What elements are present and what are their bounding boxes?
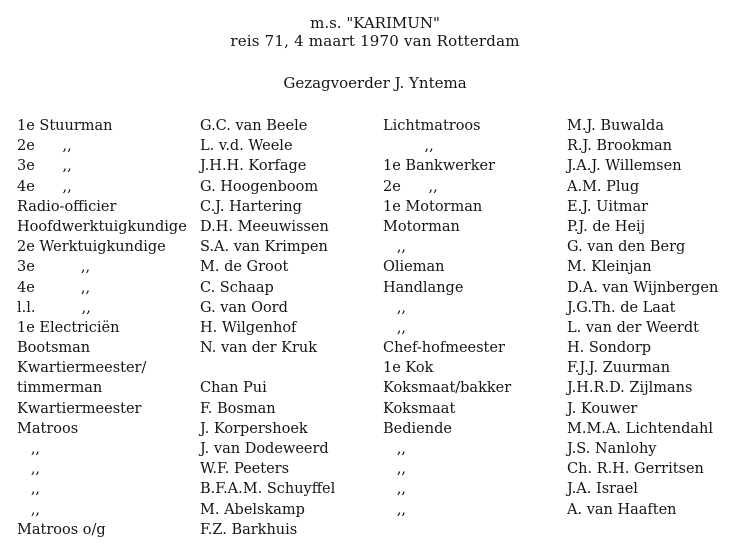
crew-row: [0, 500, 750, 520]
rank-right: ,,: [383, 299, 407, 316]
captain-line: Gezagvoerder J. Yntema: [283, 74, 467, 92]
name-right: E.J. Uitmar: [567, 198, 649, 215]
name-right: H. Sondorp: [567, 340, 652, 357]
name-left: C. Schaap: [200, 279, 274, 296]
rank-left: 4e ,,: [17, 279, 91, 296]
name-right: D.A. van Wijnbergen: [567, 279, 719, 296]
name-left: G. van Oord: [200, 299, 288, 316]
rank-left: 3e ,,: [17, 158, 72, 175]
name-right: A.M. Plug: [567, 178, 640, 195]
rank-left: ,,: [17, 501, 41, 518]
crew-row: [0, 459, 750, 479]
rank-right: Koksmaat/bakker: [383, 380, 512, 397]
name-left: J. Korpershoek: [200, 420, 308, 437]
name-right: J.A.J. Willemsen: [567, 158, 682, 175]
name-left: D.H. Meeuwissen: [200, 218, 329, 235]
rank-right: Lichtmatroos: [383, 118, 481, 134]
voyage-line: reis 71, 4 maart 1970 van Rotterdam: [230, 32, 520, 50]
rank-right: 1e Kok: [383, 360, 434, 377]
name-right: J.H.R.D. Zijlmans: [567, 380, 693, 397]
name-right: M. Kleinjan: [567, 259, 652, 276]
crew-row: [0, 479, 750, 499]
rank-right: Handlange: [383, 279, 464, 296]
rank-left: Kwartiermeester: [17, 400, 142, 417]
name-left: J. van Dodeweerd: [200, 441, 329, 457]
rank-left: ,,: [17, 461, 41, 478]
rank-right: Koksmaat: [383, 400, 456, 417]
rank-right: ,,: [383, 319, 407, 336]
rank-left: Kwartiermeester/: [17, 360, 147, 377]
crew-row: [0, 298, 750, 318]
crew-row: [0, 237, 750, 257]
crew-row: [0, 257, 750, 277]
rank-right: 1e Motorman: [383, 198, 483, 215]
name-right: P.J. de Heij: [567, 218, 646, 235]
rank-right: ,,: [383, 239, 407, 256]
rank-right: Olieman: [383, 259, 445, 276]
crew-row: [0, 177, 750, 197]
rank-left: 1e Stuurman: [17, 118, 113, 134]
rank-right: Chef-hofmeester: [383, 340, 505, 357]
name-left: J.H.H. Korfage: [200, 158, 307, 175]
name-left: C.J. Hartering: [200, 198, 302, 215]
rank-left: 3e ,,: [17, 259, 91, 276]
name-left: Chan Pui: [200, 380, 267, 397]
name-right: M.M.A. Lichtendahl: [567, 420, 713, 437]
rank-left: 2e ,,: [17, 138, 72, 155]
name-left: H. Wilgenhof: [200, 319, 297, 336]
rank-left: Radio-officier: [17, 198, 117, 215]
ship-name-heading: m.s. "KARIMUN": [310, 14, 440, 32]
rank-left: timmerman: [17, 380, 103, 397]
name-left: M. de Groot: [200, 259, 289, 276]
rank-right: 1e Bankwerker: [383, 158, 496, 175]
rank-left: 2e Werktuigkundige: [17, 239, 166, 256]
name-right: M.J. Buwalda: [567, 118, 664, 134]
rank-left: ,,: [17, 441, 41, 457]
name-left: N. van der Kruk: [200, 340, 318, 357]
crew-row: [0, 318, 750, 338]
crew-row: [0, 378, 750, 398]
rank-left: l.l. ,,: [17, 299, 91, 316]
crew-row: [0, 156, 750, 176]
name-left: S.A. van Krimpen: [200, 239, 328, 256]
rank-right: ,,: [383, 481, 407, 498]
rank-left: Matroos o/g: [17, 521, 106, 538]
name-left: B.F.A.M. Schuyffel: [200, 481, 336, 498]
name-right: J.A. Israel: [567, 481, 638, 498]
rank-right: Motorman: [383, 218, 460, 235]
crew-row: [0, 419, 750, 439]
name-right: J.S. Nanlohy: [567, 441, 657, 457]
crew-row: [0, 399, 750, 419]
name-right: G. van den Berg: [567, 239, 686, 256]
crew-row: [0, 217, 750, 237]
name-right: L. van der Weerdt: [567, 319, 699, 336]
rank-left: Bootsman: [17, 340, 91, 357]
crew-row: [0, 439, 750, 459]
name-right: F.J.J. Zuurman: [567, 360, 671, 377]
name-right: J.G.Th. de Laat: [567, 299, 676, 316]
name-right: J. Kouwer: [567, 400, 638, 417]
name-left: G. Hoogenboom: [200, 178, 319, 195]
crew-row: [0, 116, 750, 136]
name-right: Ch. R.H. Gerritsen: [567, 461, 704, 478]
name-right: R.J. Brookman: [567, 138, 672, 155]
crew-roster: [0, 116, 750, 540]
rank-right: Bediende: [383, 420, 452, 437]
rank-left: Matroos: [17, 420, 79, 437]
crew-row: [0, 358, 750, 378]
name-left: F. Bosman: [200, 400, 276, 417]
rank-left: 1e Electriciën: [17, 319, 120, 336]
crew-row: [0, 338, 750, 358]
name-left: G.C. van Beele: [200, 118, 308, 134]
name-left: M. Abelskamp: [200, 501, 305, 518]
rank-right: ,,: [383, 441, 407, 457]
crew-row: [0, 136, 750, 156]
rank-left: ,,: [17, 481, 41, 498]
name-left: W.F. Peeters: [200, 461, 290, 478]
crew-row: [0, 520, 750, 540]
rank-left: 4e ,,: [17, 178, 72, 195]
rank-right: ,,: [383, 138, 434, 155]
rank-right: ,,: [383, 461, 407, 478]
rank-right: ,,: [383, 501, 407, 518]
crew-row: [0, 197, 750, 217]
rank-right: 2e ,,: [383, 178, 438, 195]
name-left: L. v.d. Weele: [200, 138, 293, 155]
name-left: F.Z. Barkhuis: [200, 521, 298, 538]
name-right: A. van Haaften: [567, 501, 677, 518]
rank-left: Hoofdwerktuigkundige: [17, 218, 187, 235]
crew-row: [0, 278, 750, 298]
